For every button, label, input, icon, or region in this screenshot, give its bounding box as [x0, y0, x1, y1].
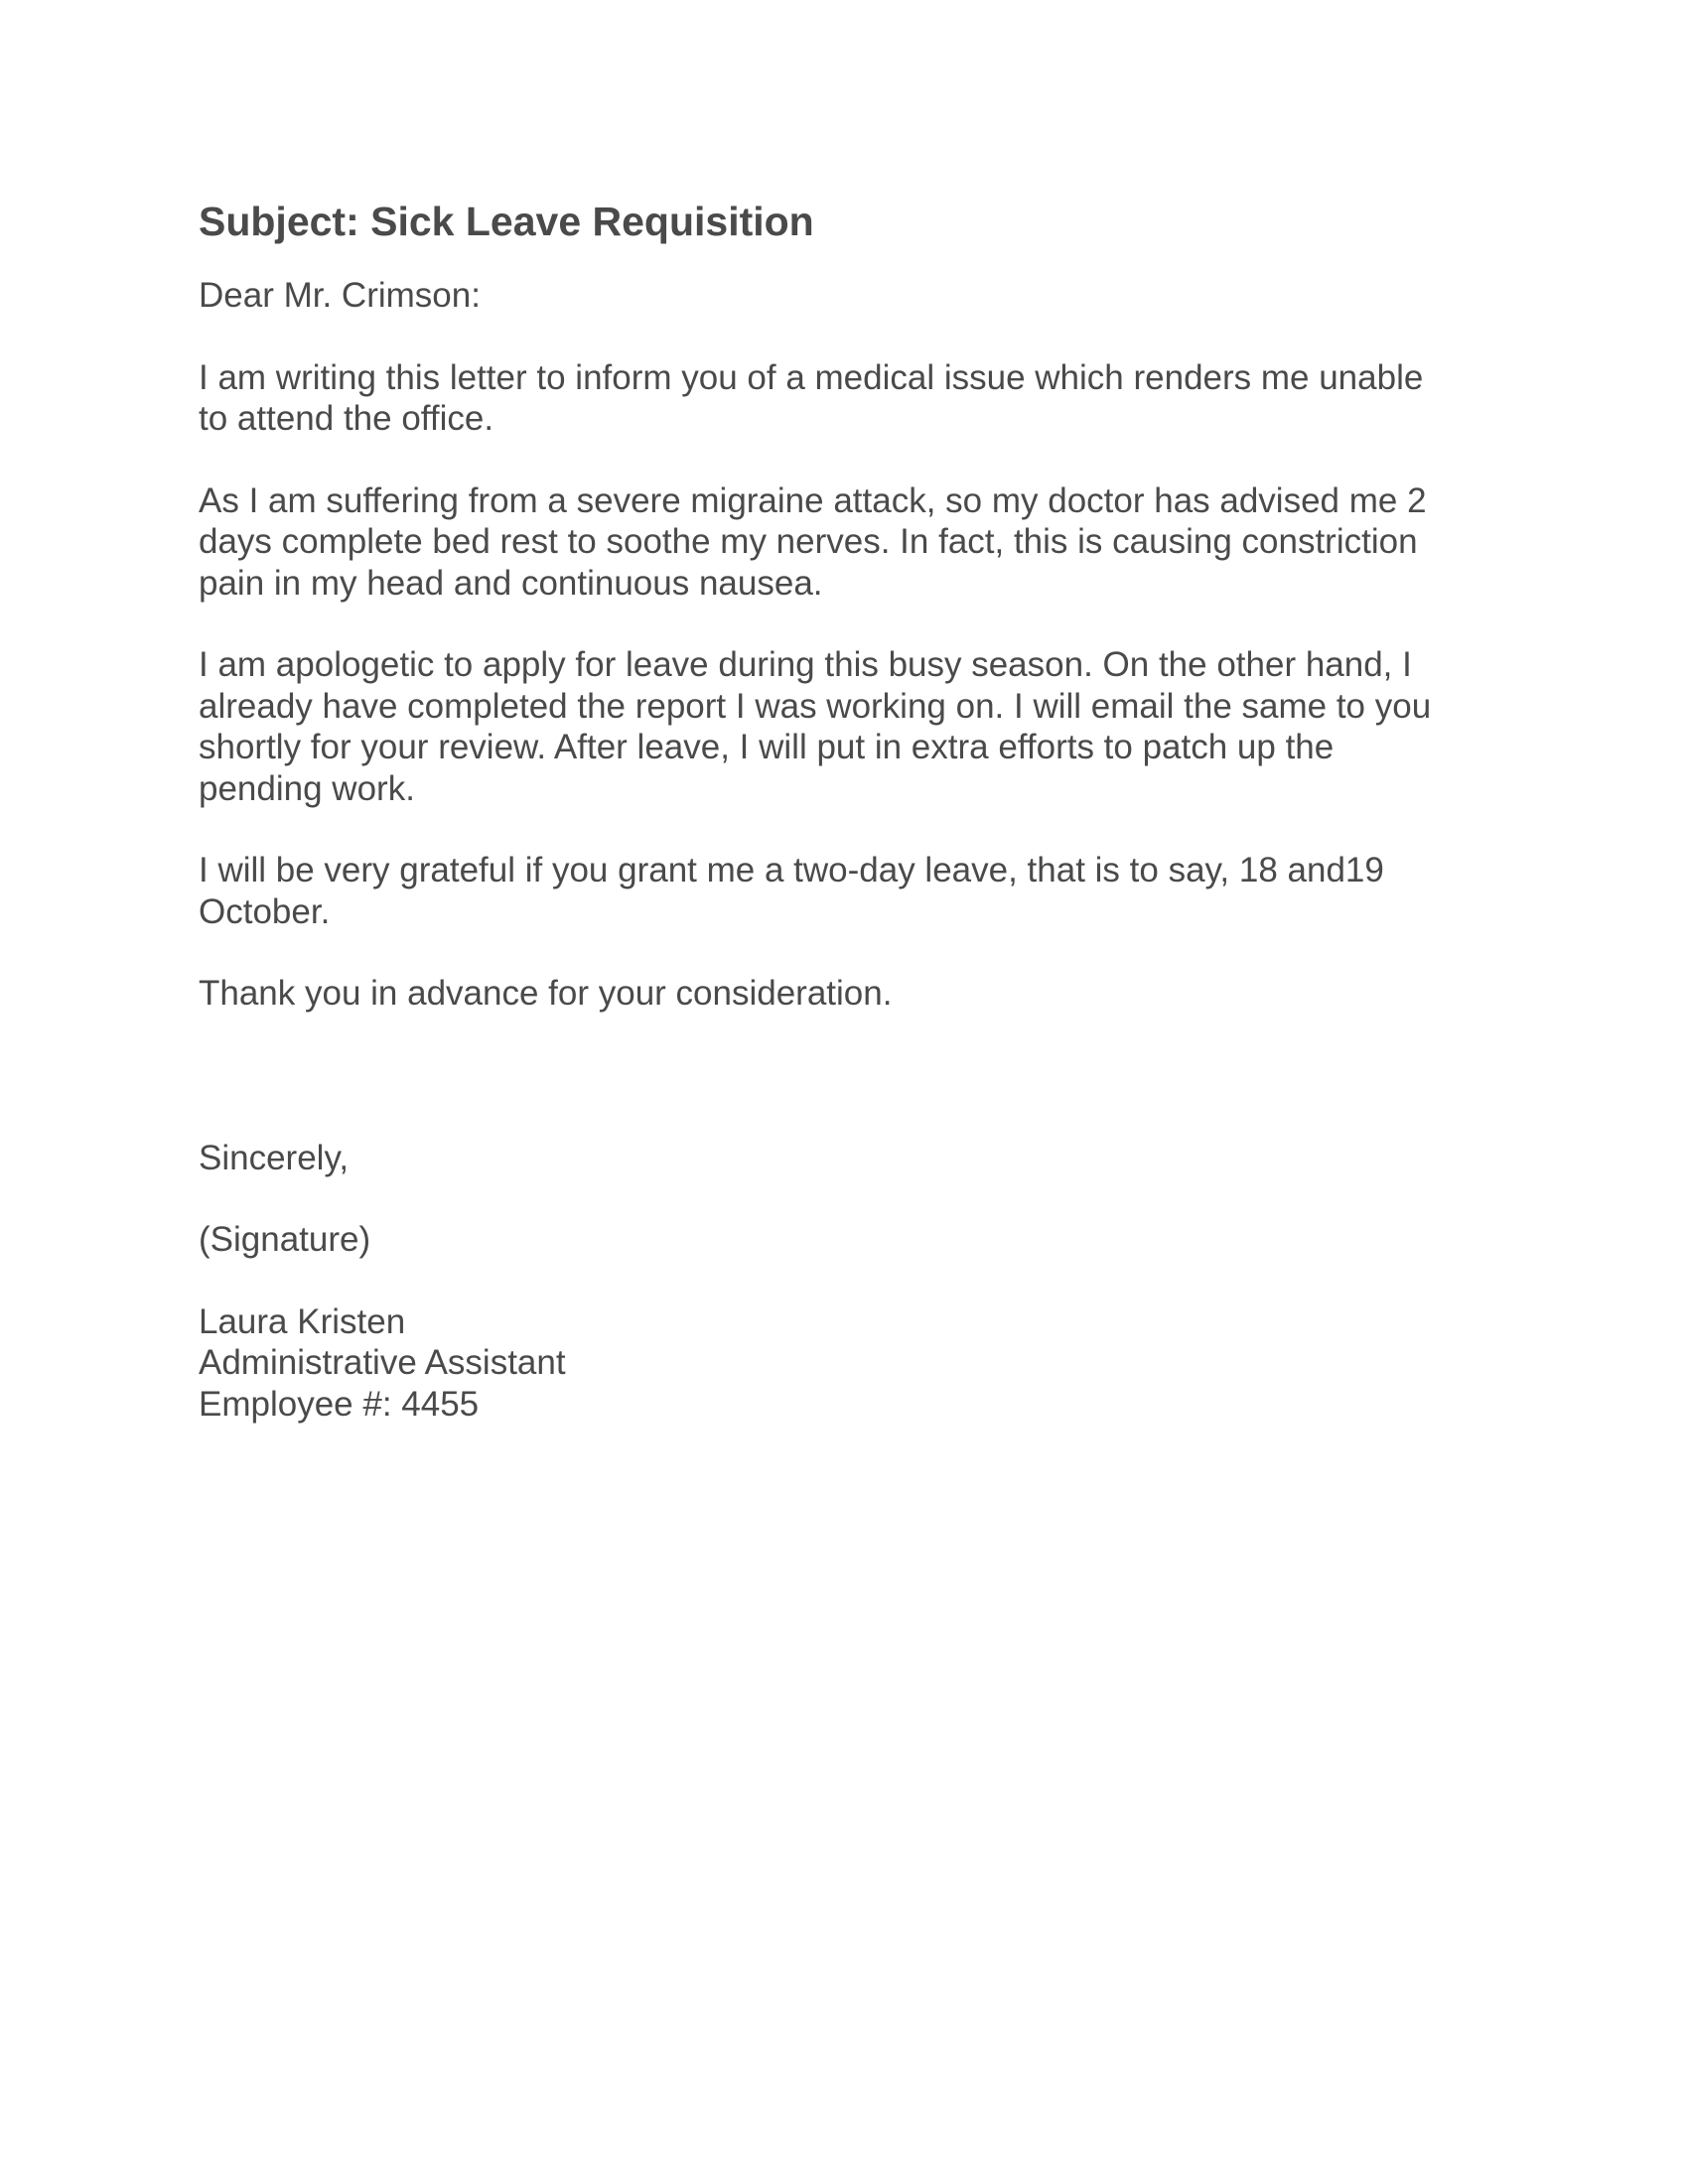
paragraph-thanks: Thank you in advance for your consideration. [199, 974, 893, 1013]
sender-block [199, 1301, 1489, 1426]
paragraph-leave-request: I will be very grateful if you grant me a two-day leave, that is to say, 18 and19 October. [199, 851, 1384, 931]
paragraph-medical-details: As I am suffering from a severe migraine attack, so my doctor has advised me 2 days complete bed rest to soothe my nerves. In fact, this is causing constriction pain in my head and continuous nausea. [199, 480, 1427, 603]
sender-title: Administrative Assistant [199, 1343, 566, 1382]
signature-placeholder: (Signature) [199, 1220, 371, 1259]
letter-closing: Sincerely, [199, 1138, 350, 1177]
letter-salutation: Dear Mr. Crimson: [199, 276, 481, 315]
letter-subject: Subject: Sick Leave Requisition [199, 199, 814, 244]
letter-body [199, 194, 1489, 1425]
spacer [199, 1055, 1489, 1138]
paragraph-apology: I am apologetic to apply for leave during this busy season. On the other hand, I already have completed the report I was working on. I will email the same to you shortly for your review. After leave, I will put in extra efforts to patch up the pending work. [199, 645, 1432, 808]
sender-name: Laura Kristen [199, 1301, 406, 1341]
paragraph-intro: I am writing this letter to inform you of a medical issue which renders me unable to attend the office. [199, 357, 1424, 438]
sender-employee-id: Employee #: 4455 [199, 1384, 480, 1424]
